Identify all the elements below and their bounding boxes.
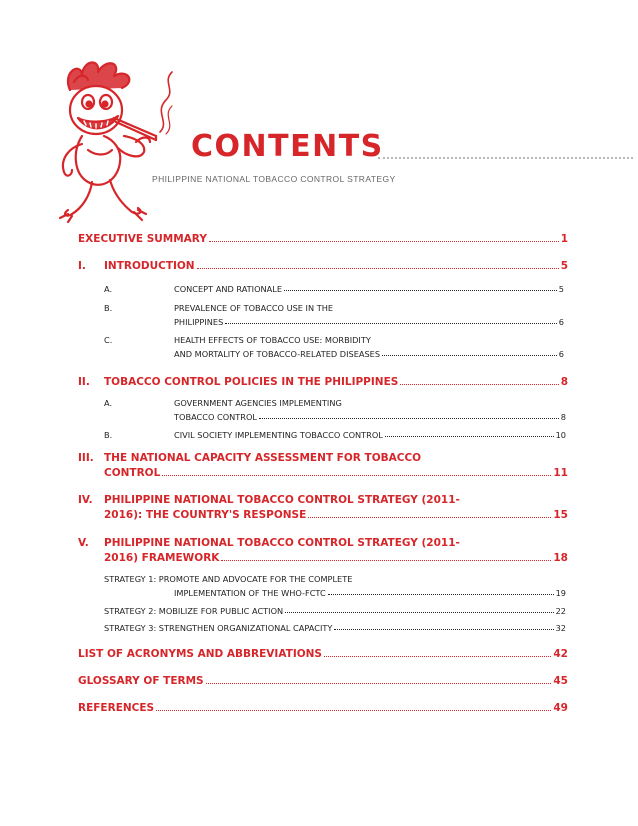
toc-subentry-letter: C. [104,335,113,345]
toc-entry-label[interactable]: THE NATIONAL CAPACITY ASSESSMENT FOR TOBACCO [104,452,422,464]
leader-dots [400,384,558,385]
toc-entry-page: 15 [553,509,568,521]
toc-subentry-label: CIVIL SOCIETY IMPLEMENTING TOBACCO CONTROL [174,430,383,440]
toc-entry-label-cont: CONTROL [104,467,161,479]
toc-subentry-prevalence[interactable] [174,317,564,327]
leader-dots [221,560,551,561]
toc-entry-executive-summary[interactable] [78,233,568,245]
toc-entry-page: 1 [560,233,568,245]
toc-subentry-page: 32 [555,623,566,633]
toc-entry-capacity-assessment[interactable] [104,467,568,479]
toc-entry-label[interactable]: PHILIPPINE NATIONAL TOBACCO CONTROL STRATEGY (2011- [104,537,460,549]
leader-dots [334,629,553,630]
toc-entry-glossary[interactable] [78,675,568,687]
leader-dots [324,656,551,657]
toc-entry-references[interactable] [78,702,568,714]
toc-entry-label: EXECUTIVE SUMMARY [78,233,207,245]
leader-dots [382,355,557,356]
toc-subentry-letter: A. [104,284,113,294]
toc-entry-number: V. [78,537,89,549]
leader-dots [285,612,553,613]
leader-dots [308,517,551,518]
toc-subentry-strategy-3[interactable] [104,623,566,633]
toc-entry-page: 42 [553,648,568,660]
page-subtitle: PHILIPPINE NATIONAL TOBACCO CONTROL STRATEGY [152,174,396,184]
toc-entry-label-cont: 2016): THE COUNTRY'S RESPONSE [104,509,307,521]
toc-subentry-page: 22 [555,606,566,616]
toc-subentry-label[interactable]: GOVERNMENT AGENCIES IMPLEMENTING [174,398,342,408]
toc-entry-page: 8 [560,376,568,388]
toc-subentry-label-cont: AND MORTALITY OF TOBACCO-RELATED DISEASES [174,349,381,359]
toc-entry-page: 18 [553,552,568,564]
toc-entry-acronyms[interactable] [78,648,568,660]
toc-entry-label: TOBACCO CONTROL POLICIES IN THE PHILIPPINES [104,376,399,388]
toc-subentry-label[interactable]: STRATEGY 1: PROMOTE AND ADVOCATE FOR THE COMPLETE [104,574,353,584]
leader-dots [385,436,554,437]
leader-dots [284,290,557,291]
toc-entry-label-cont: 2016) FRAMEWORK [104,552,220,564]
toc-entry-label[interactable]: PHILIPPINE NATIONAL TOBACCO CONTROL STRATEGY (2011- [104,494,460,506]
toc-subentry-label: STRATEGY 2: MOBILIZE FOR PUBLIC ACTION [104,606,284,616]
toc-subentry-label[interactable]: PREVALENCE OF TOBACCO USE IN THE [174,303,334,313]
toc-entry-number: I. [78,260,86,272]
toc-subentry-page: 5 [558,284,564,294]
title-dotted-rule [378,157,633,159]
toc-subentry-strategy-1[interactable] [174,588,566,598]
leader-dots [209,241,559,242]
toc-entry-label: REFERENCES [78,702,155,714]
toc-subentry-label-cont: TOBACCO CONTROL [174,412,257,422]
toc-subentry-label: CONCEPT AND RATIONALE [174,284,282,294]
toc-subentry-strategy-2[interactable] [104,606,566,616]
toc-subentry-page: 6 [558,317,564,327]
toc-subentry-page: 19 [555,588,566,598]
toc-entry-page: 5 [560,260,568,272]
toc-entry-framework[interactable] [104,552,568,564]
toc-subentry-health-effects[interactable] [174,349,564,359]
page-title: CONTENTS [191,129,384,164]
toc-entry-number: II. [78,376,90,388]
leader-dots [156,710,551,711]
toc-subentry-label: STRATEGY 3: STRENGTHEN ORGANIZATIONAL CAPACITY [104,623,333,633]
toc-entry-label: INTRODUCTION [104,260,195,272]
toc-entry-label: LIST OF ACRONYMS AND ABBREVIATIONS [78,648,322,660]
toc-entry-policies[interactable] [78,376,568,388]
toc-subentry-letter: B. [104,303,113,313]
smoking-mascot-icon [52,52,192,252]
toc-entry-label: GLOSSARY OF TERMS [78,675,204,687]
toc-subentry-label-cont: PHILIPPINES [174,317,224,327]
leader-dots [162,475,551,476]
toc-subentry-government[interactable] [174,412,566,422]
toc-subentry-page: 8 [560,412,566,422]
toc-subentry-label-cont: IMPLEMENTATION OF THE WHO-FCTC [174,588,326,598]
leader-dots [225,323,557,324]
toc-subentry-label[interactable]: HEALTH EFFECTS OF TOBACCO USE: MORBIDITY [174,335,371,345]
toc-entry-number: III. [78,452,94,464]
toc-entry-page: 45 [553,675,568,687]
toc-subentry-page: 10 [555,430,566,440]
toc-entry-page: 11 [553,467,568,479]
toc-subentry-concept[interactable] [104,284,564,294]
toc-entry-number: IV. [78,494,93,506]
leader-dots [328,594,554,595]
toc-entry-country-response[interactable] [104,509,568,521]
toc-entry-page: 49 [553,702,568,714]
leader-dots [197,268,559,269]
leader-dots [259,418,559,419]
leader-dots [206,683,552,684]
toc-subentry-letter: A. [104,398,113,408]
toc-subentry-civil-society[interactable] [104,430,566,440]
toc-entry-introduction[interactable] [78,260,568,272]
toc-subentry-letter: B. [104,430,113,440]
toc-subentry-page: 6 [558,349,564,359]
